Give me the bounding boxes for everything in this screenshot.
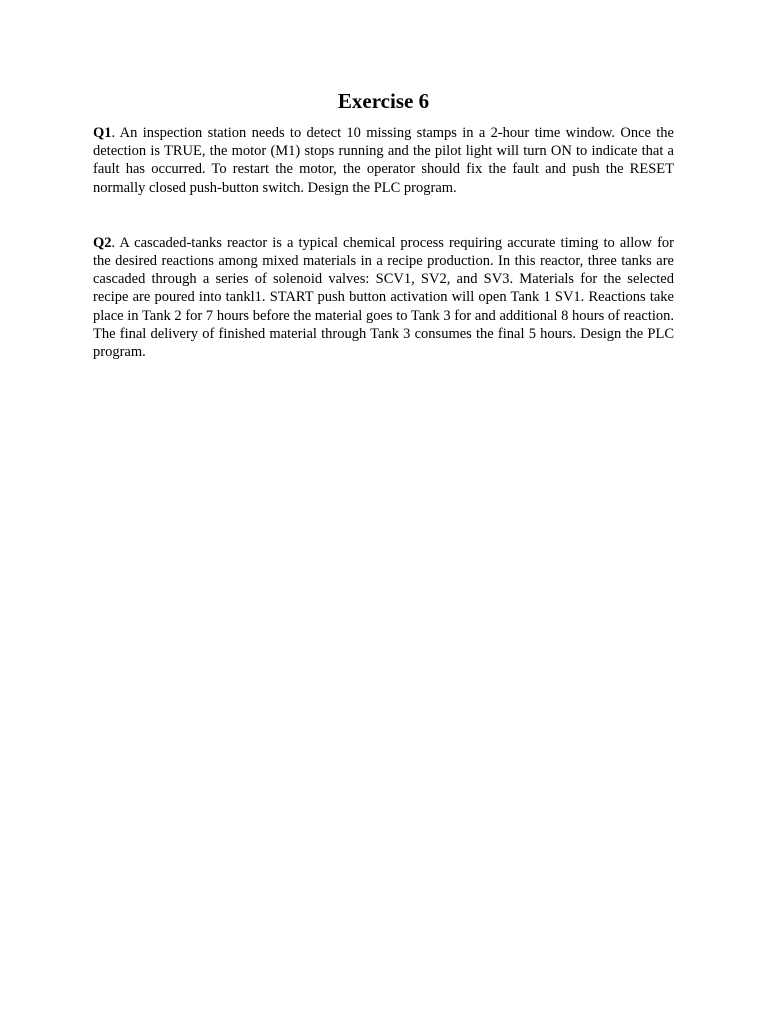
question-2-text: . A cascaded-tanks reactor is a typical chemical process requiring accurate timing to allow for the desired reactions among mixed materials in a recipe production. In this reactor, three tanks are cascaded through a series of solenoid valves: SCV1, SV2, and SV3. Materials for the selected recipe are poured into tankl1. START push button activation will open Tank 1 SV1. Reactions take place in Tank 2 for 7 hours before the material goes to Tank 3 for and additional 8 hours of reaction. The final delivery of finished material through Tank 3 consumes the final 5 hours. Design the PLC program.	[93, 234, 674, 361]
question-1-label: Q1	[93, 125, 112, 141]
document-title: Exercise 6	[337, 89, 430, 113]
question-2-label: Q2	[93, 234, 112, 251]
document-body	[93, 88, 674, 361]
question-1	[93, 124, 674, 197]
question-1-text: . An inspection station needs to detect 10 missing stamps in a 2-hour time window. Once the detection is TRUE, the motor (M1) stops running and the pilot light will turn ON to indicate that a fault has occurred. To restart the motor, the operator should fix the fault and push the RESET normally closed push-button switch. Design the PLC program.	[93, 125, 674, 196]
question-2	[93, 234, 674, 361]
